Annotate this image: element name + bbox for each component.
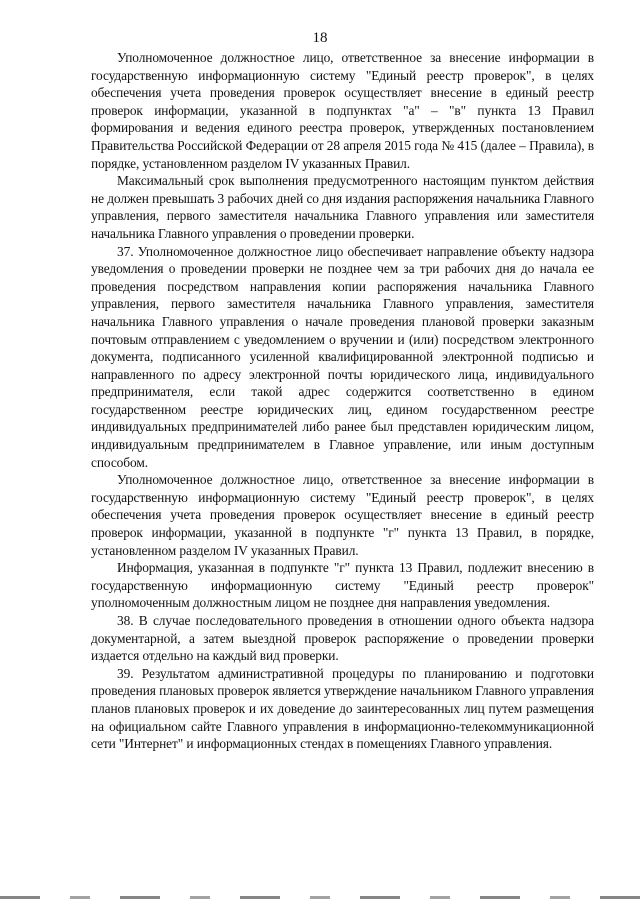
paragraph-37: 37. Уполномоченное должностное лицо обеспечивает направление объекту надзора уведомления о проведении проверки не позднее чем за три рабочих дня до начала ее проведения посредством направления копии распоряжения начальника Главного управления, первого заместителя начальника Главного управления, заместителя начальника Главного управления о начале проведения плановой проверки заказным почтовым отправлением с уведомлением о вручении и (или) посредством электронного документа, подписанного усиленной квалифицированной электронной подписью и направленного по адресу электронной почты юридического лица, индивидуального предпринимателя, если такой адрес содержится соответственно в едином государственном реестре юридических лиц, едином государственном реестре индивидуальных предпринимателей либо ранее был представлен юридическим лицом, индивидуальным предпринимателем в Главное управление, или иным доступным способом.	[91, 243, 594, 470]
paragraph-38: 38. В случае последовательного проведения в отношении одного объекта надзора документарной, а затем выездной проверок распоряжение о проведении проверки издается отдельно на каждый вид проверки.	[91, 613, 594, 664]
page-number: 18	[312, 30, 328, 46]
scan-edge-artifact	[0, 896, 640, 899]
paragraph-info-deadline: Информация, указанная в подпункте "г" пункта 13 Правил, подлежит внесению в государственную информационную систему "Единый реестр проверок" уполномоченным должностным лицом не позднее дня направления уведомления.	[91, 560, 594, 611]
document-body	[91, 49, 594, 753]
paragraph-39: 39. Результатом административной процедуры по планированию и подготовки проведения плановых проверок является утверждение начальником Главного управления планов плановых проверок и их доведение до заинтересованных лиц путем размещения на официальном сайте Главного управления в информационно-телекоммуникационной сети "Интернет" и информационных стендах в помещениях Главного управления.	[91, 665, 594, 752]
paragraph-registry-subitem-g: Уполномоченное должностное лицо, ответственное за внесение информации в государственную информационную систему "Единый реестр проверок", в целях обеспечения учета проведения проверок осуществляет внесение в единый реестр проверок информации, указанной в подпункте "г" пункта 13 Правил, в порядке, установленном разделом IV указанных Правил.	[91, 472, 594, 558]
paragraph-max-term: Максимальный срок выполнения предусмотренного настоящим пунктом действия не должен превышать 3 рабочих дней со дня издания распоряжения начальника Главного управления, первого заместителя начальника Главного управления или заместителя начальника Главного управления о проведении проверки.	[91, 173, 594, 241]
paragraph-registry-entry: Уполномоченное должностное лицо, ответственное за внесение информации в государственную информационную систему "Единый реестр проверок", в целях обеспечения учета проведения проверок осуществляет внесение в единый реестр проверок информации, указанной в подпунктах "а" – "в" пункта 13 Правил формирования и ведения единого реестра проверок, утвержденных постановлением Правительства Российской Федерации от 28 апреля 2015 года № 415 (далее – Правила), в порядке, установленном разделом IV указанных Правил.	[91, 50, 594, 171]
